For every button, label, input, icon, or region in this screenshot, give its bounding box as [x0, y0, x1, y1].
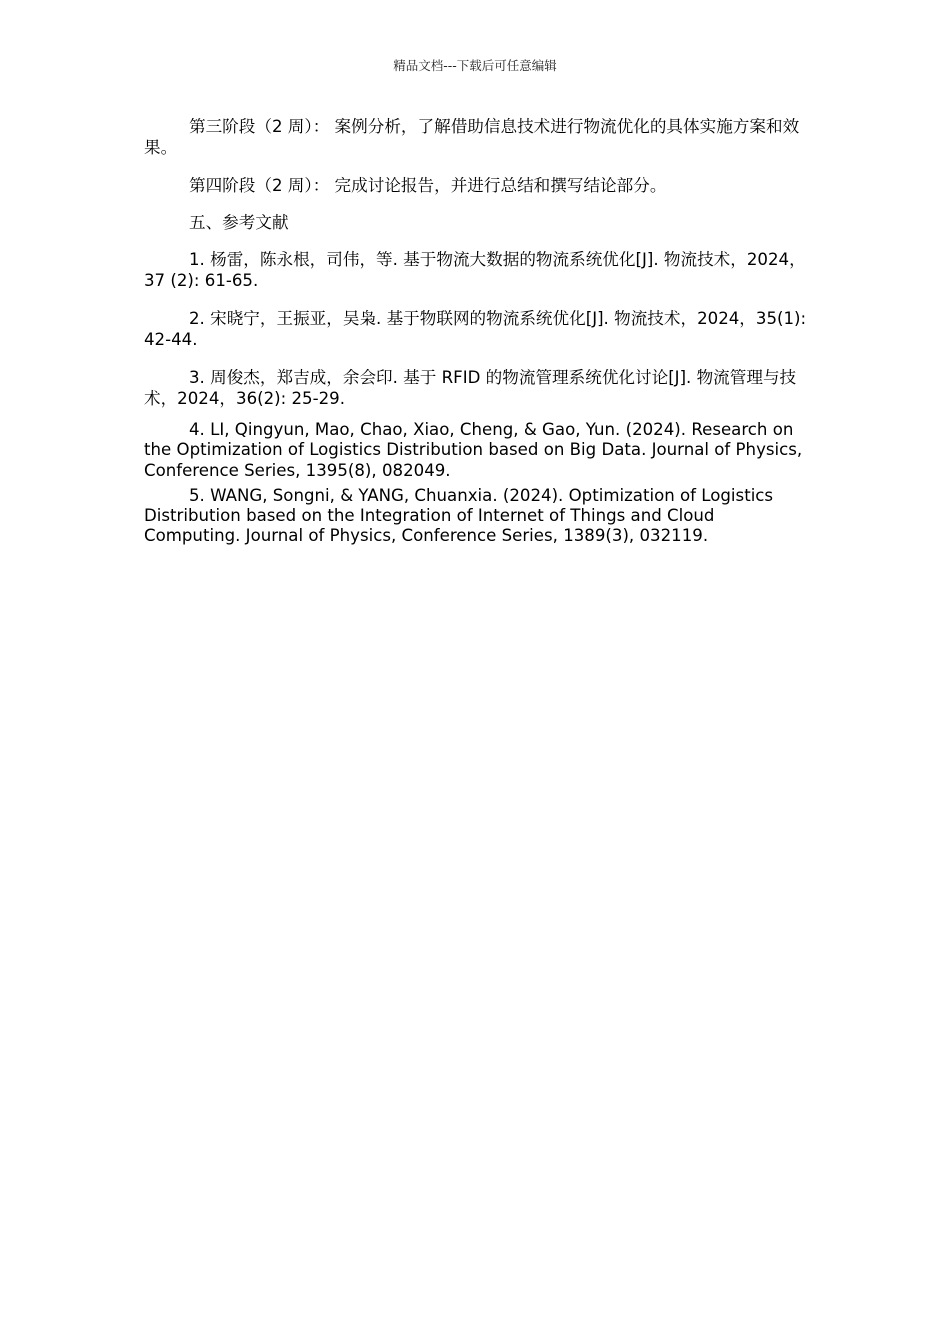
paragraph-stage-four: 第四阶段（2 周）： 完成讨论报告，并进行总结和撰写结论部分。 — [189, 176, 667, 195]
reference-item-3: 3. 周俊杰，郑吉成，余会印. 基于 RFID 的物流管理系统优化讨论[J]. 物流管理与技术，2024，36(2): 25-29. — [144, 368, 797, 408]
document-body — [144, 116, 810, 547]
page-header: 精品文档---下载后可任意编辑 — [393, 58, 557, 73]
reference-item-4: 4. LI, Qingyun, Mao, Chao, Xiao, Cheng, & Gao, Yun. (2024). Research on the Optimization of Logistics Distribution based on Big Data. Journal of Physics, Conference Series, 1395(8), 082049. — [144, 420, 803, 480]
reference-item-5: 5. WANG, Songni, & YANG, Chuanxia. (2024). Optimization of Logistics Distribution based on the Integration of Internet of Things and Cloud Computing. Journal of Physics, Conference Series, 1389(3), 032119. — [144, 485, 774, 546]
paragraph-stage-three: 第三阶段（2 周）： 案例分析，了解借助信息技术进行物流优化的具体实施方案和效果。 — [144, 117, 800, 157]
section-heading-references: 五、参考文献 — [189, 213, 289, 232]
reference-item-1: 1. 杨雷，陈永根，司伟，等. 基于物流大数据的物流系统优化[J]. 物流技术，2024，37 (2): 61-65. — [144, 250, 806, 290]
reference-item-2: 2. 宋晓宁，王振亚，吴枭. 基于物联网的物流系统优化[J]. 物流技术，2024，35(1): 42-44. — [144, 309, 807, 349]
